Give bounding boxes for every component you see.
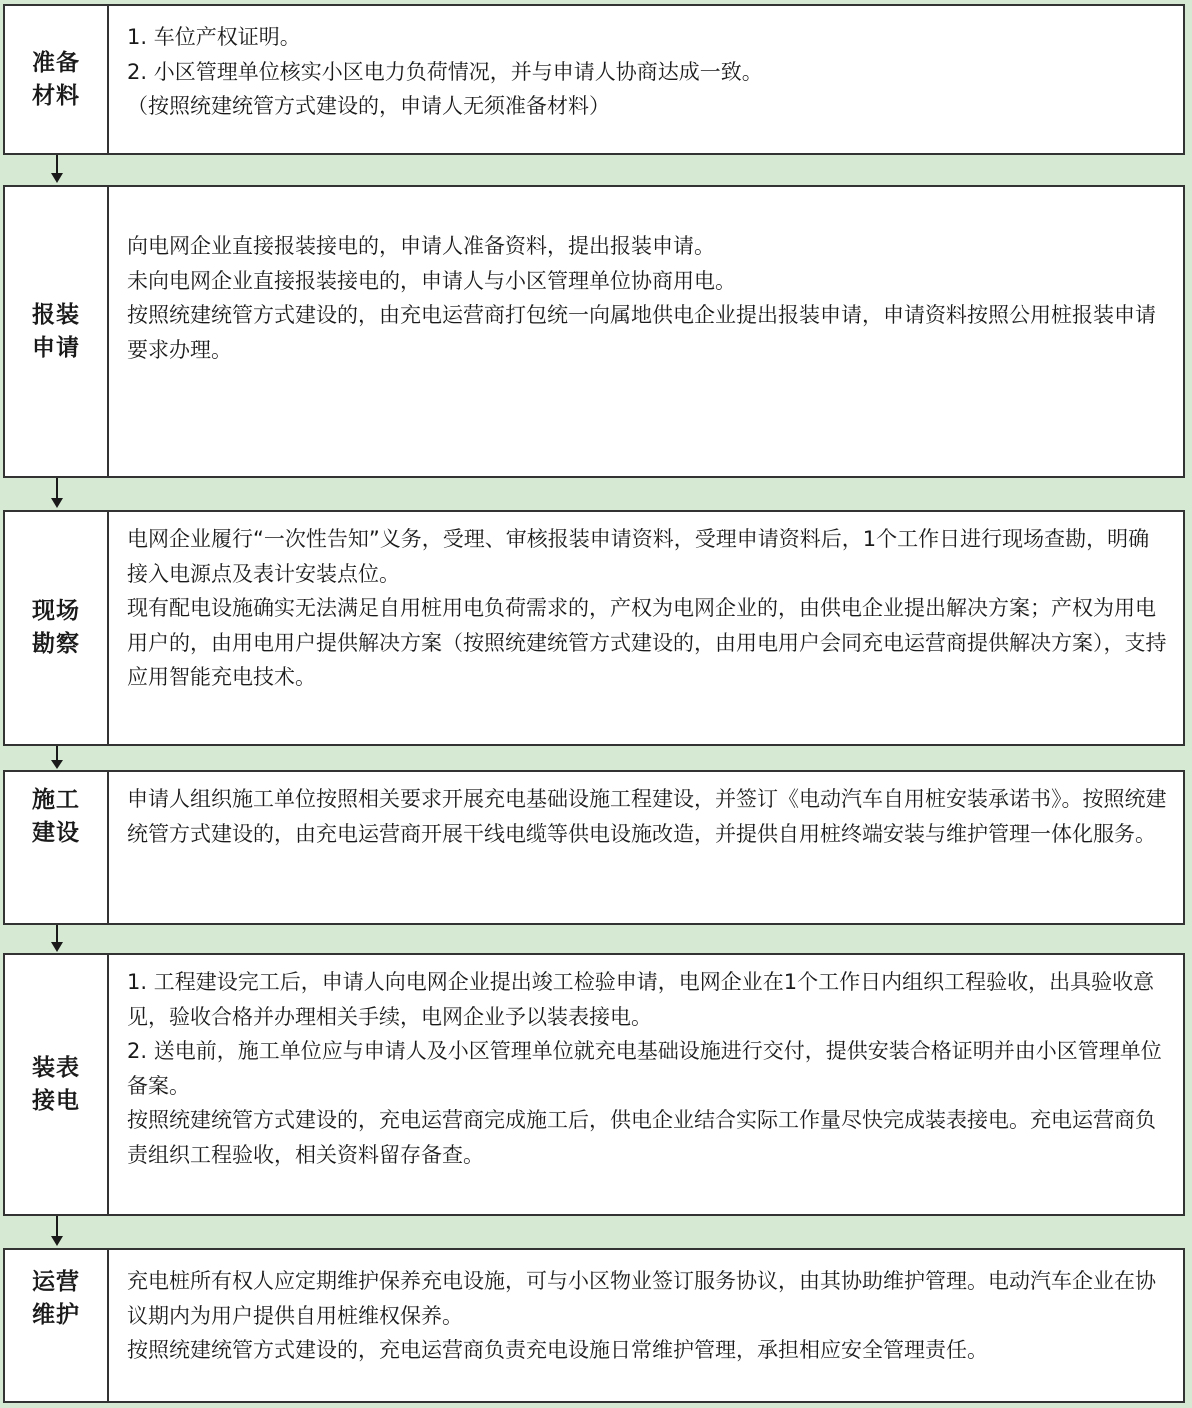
step-label: 施工建设: [32, 787, 80, 846]
step-construction: [3, 770, 1185, 925]
step-content: [109, 187, 1183, 476]
step-apply: [3, 185, 1185, 478]
step-text-line: 按照统建统管方式建设的，由充电运营商打包统一向属地供电企业提出报装申请，申请资料按照公用桩报装申请要求办理。: [127, 303, 1156, 362]
step-text-line: 现有配电设施确实无法满足自用桩用电负荷需求的，产权为电网企业的，由供电企业提出解决方案；产权为用电用户的，由用电用户提供解决方案（按照统建统管方式建设的，由用电用户会同充电运营商提供解决方案），支持应用智能充电技术。: [127, 596, 1167, 689]
step-text-line: 向电网企业直接报装接电的，申请人准备资料，提出报装申请。: [127, 234, 715, 258]
step-label-box: [5, 955, 109, 1214]
step-content: [109, 772, 1183, 923]
step-label-box: [5, 1250, 109, 1401]
step-label-box: [5, 6, 109, 153]
step-prepare-materials: [3, 4, 1185, 155]
step-label-box: [5, 187, 109, 476]
step-text-line: 1. 车位产权证明。: [127, 25, 301, 49]
flow-arrow-down-icon: [50, 925, 64, 953]
step-label-box: [5, 772, 109, 923]
step-label: 运营维护: [32, 1269, 80, 1328]
step-text-line: 电网企业履行“一次性告知”义务，受理、审核报装申请资料，受理申请资料后，1个工作日进行现场查勘，明确接入电源点及表计安装点位。: [127, 527, 1150, 586]
step-text-line: 2. 小区管理单位核实小区电力负荷情况，并与申请人协商达成一致。: [127, 59, 763, 84]
flow-arrow-down-icon: [50, 1216, 64, 1248]
step-label: 装表接电: [32, 1054, 80, 1114]
step-content: [109, 1250, 1183, 1401]
step-text-line: 按照统建统管方式建设的，充电运营商完成施工后，供电企业结合实际工作量尽快完成装表接电。充电运营商负责组织工程验收，相关资料留存备查。: [127, 1108, 1156, 1167]
flow-arrow-down-icon: [50, 746, 64, 770]
flow-arrow-down-icon: [50, 478, 64, 510]
step-label: 报装申请: [32, 301, 80, 361]
step-label: 准备材料: [32, 49, 80, 109]
flow-arrow-down-icon: [50, 155, 64, 185]
step-content: [109, 955, 1183, 1214]
step-content: [109, 512, 1183, 744]
step-label-box: [5, 512, 109, 744]
step-text-line: 充电桩所有权人应定期维护保养充电设施，可与小区物业签订服务协议，由其协助维护管理。电动汽车企业在协议期内为用户提供自用桩维权保养。: [127, 1269, 1156, 1328]
step-text-line: 按照统建统管方式建设的，充电运营商负责充电设施日常维护管理，承担相应安全管理责任。: [127, 1338, 988, 1362]
step-content: [109, 6, 1183, 153]
step-text-line: 未向电网企业直接报装接电的，申请人与小区管理单位协商用电。: [127, 268, 736, 293]
step-operation-maintenance: [3, 1248, 1185, 1403]
step-site-survey: [3, 510, 1185, 746]
step-meter-install: [3, 953, 1185, 1216]
step-text-line: 2. 送电前，施工单位应与申请人及小区管理单位就充电基础设施进行交付，提供安装合格证明并由小区管理单位备案。: [127, 1039, 1162, 1098]
step-text-line: （按照统建统管方式建设的，申请人无须准备材料）: [127, 94, 610, 118]
step-label: 现场勘察: [32, 598, 80, 657]
step-text-line: 申请人组织施工单位按照相关要求开展充电基础设施工程建设，并签订《电动汽车自用桩安装承诺书》。按照统建统管方式建设的，由充电运营商开展干线电缆等供电设施改造，并提供自用桩终端安装与维护管理一体化服务。: [127, 787, 1167, 846]
step-text-line: 1. 工程建设完工后，申请人向电网企业提出竣工检验申请，电网企业在1个工作日内组织工程验收，出具验收意见，验收合格并办理相关手续，电网企业予以装表接电。: [127, 970, 1155, 1029]
